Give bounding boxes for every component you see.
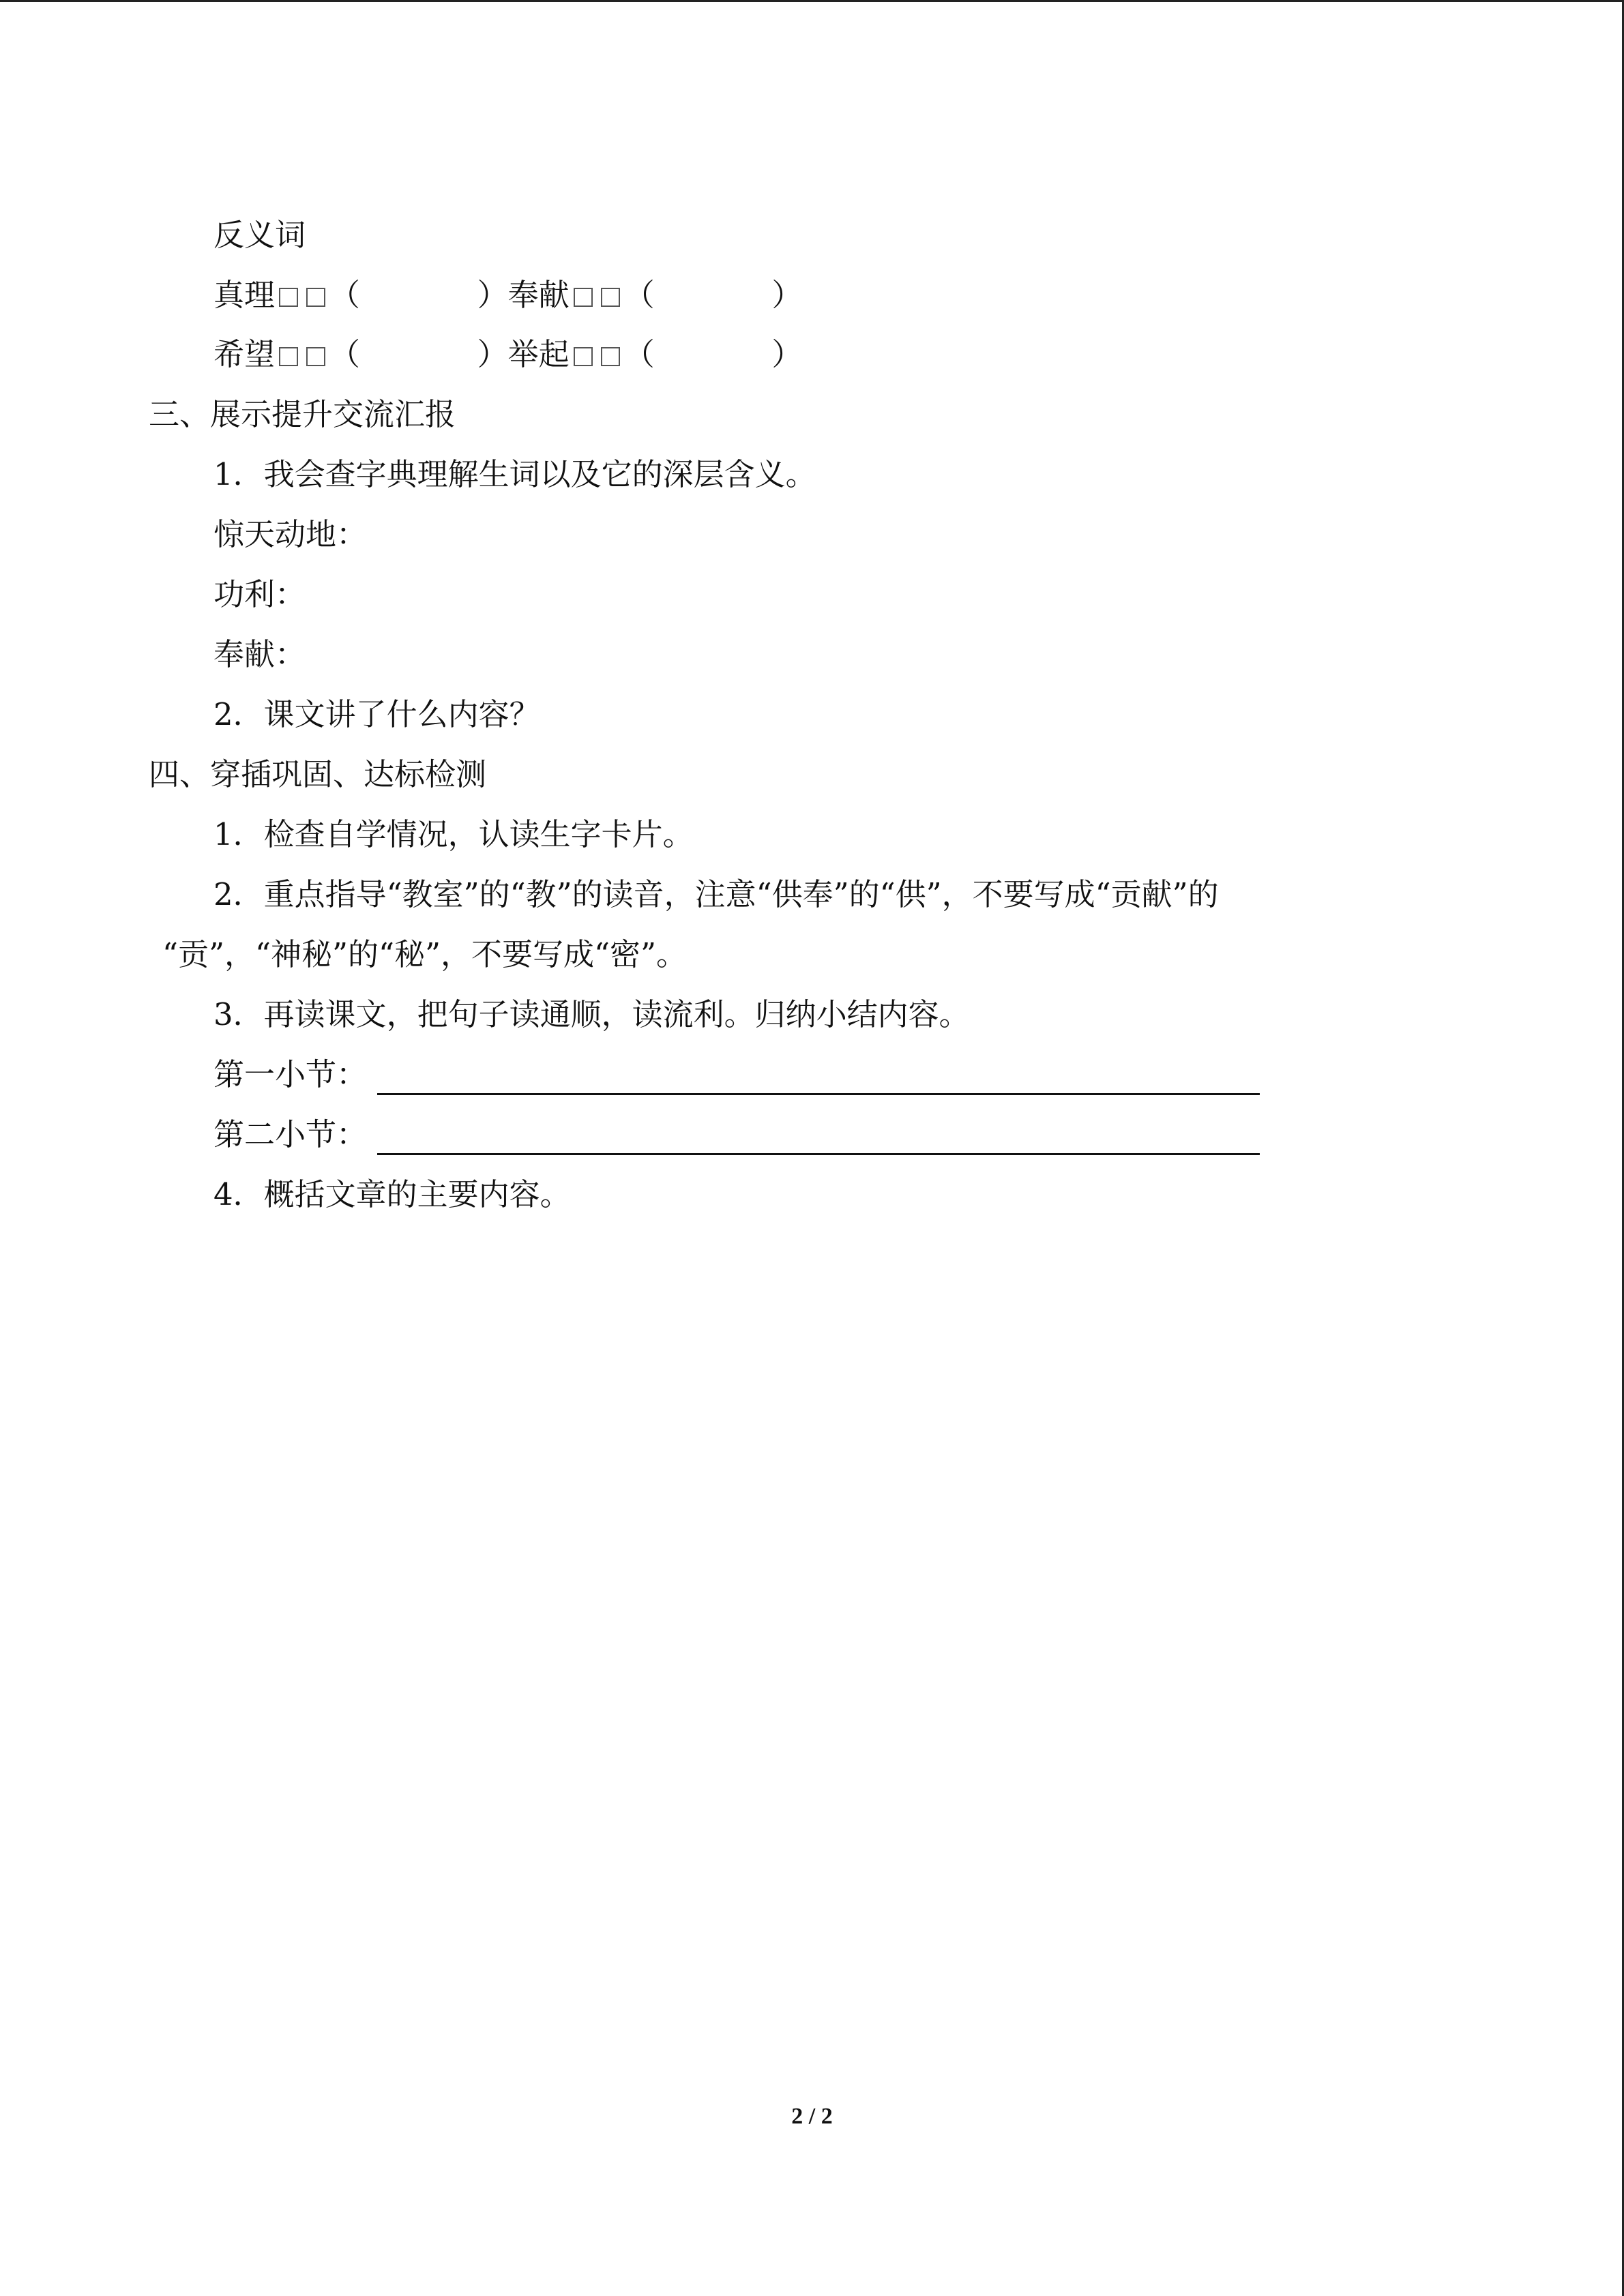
section-4-item-4: 4．概括文章的主要内容。 — [213, 1176, 571, 1212]
antonym-word: 举起 — [507, 336, 570, 372]
answer-box[interactable] — [306, 288, 325, 307]
section-3-title: 三、展示提升交流汇报 — [149, 396, 456, 432]
section-4-item-2-line-2: “贡”，“神秘”的“秘”，不要写成“密”。 — [162, 936, 688, 972]
section-4-item-2-line-1: 2．重点指导“教室”的“教”的读音，注意“供奉”的“供”，不要写成“贡献”的 — [213, 876, 1219, 912]
word-1: 惊天动地： — [213, 516, 368, 552]
antonym-word: 奉献 — [507, 277, 570, 313]
word-2: 功利： — [213, 576, 306, 612]
section-3-item-1: 1．我会查字典理解生词以及它的深层含义。 — [213, 456, 816, 492]
section-4-item-1: 1．检查自学情况，认读生字卡片。 — [213, 816, 694, 852]
answer-paren: （ ） — [623, 336, 803, 372]
antonym-row-1 — [213, 275, 802, 316]
answer-box[interactable] — [574, 347, 593, 366]
answer-box[interactable] — [601, 288, 620, 307]
answer-paren: （ ） — [623, 277, 803, 313]
section-3-item-2: 2．课文讲了什么内容？ — [213, 696, 540, 732]
answer-box[interactable] — [574, 288, 593, 307]
answer-box[interactable] — [279, 288, 298, 307]
answer-paren: （ ） — [329, 336, 508, 372]
antonym-word: 希望 — [213, 336, 276, 372]
antonym-word: 真理 — [213, 277, 276, 313]
page-number: 2 / 2 — [791, 2104, 833, 2129]
answer-box[interactable] — [601, 347, 620, 366]
answer-paren: （ ） — [329, 277, 508, 313]
section-4-title: 四、穿插巩固、达标检测 — [149, 756, 487, 792]
word-3: 奉献： — [213, 636, 306, 672]
antonyms-heading: 反义词 — [213, 217, 306, 253]
antonym-row-2 — [213, 334, 802, 375]
part-1-label: 第一小节： — [213, 1056, 368, 1092]
part-2-label: 第二小节： — [213, 1116, 368, 1152]
section-4-item-3: 3．再读课文，把句子读通顺，读流利。归纳小结内容。 — [213, 996, 970, 1032]
answer-box[interactable] — [279, 347, 298, 366]
part-2-answer-line[interactable] — [377, 1153, 1260, 1155]
page-border-top — [0, 0, 1624, 2]
part-1-answer-line[interactable] — [377, 1093, 1260, 1095]
answer-box[interactable] — [306, 347, 325, 366]
